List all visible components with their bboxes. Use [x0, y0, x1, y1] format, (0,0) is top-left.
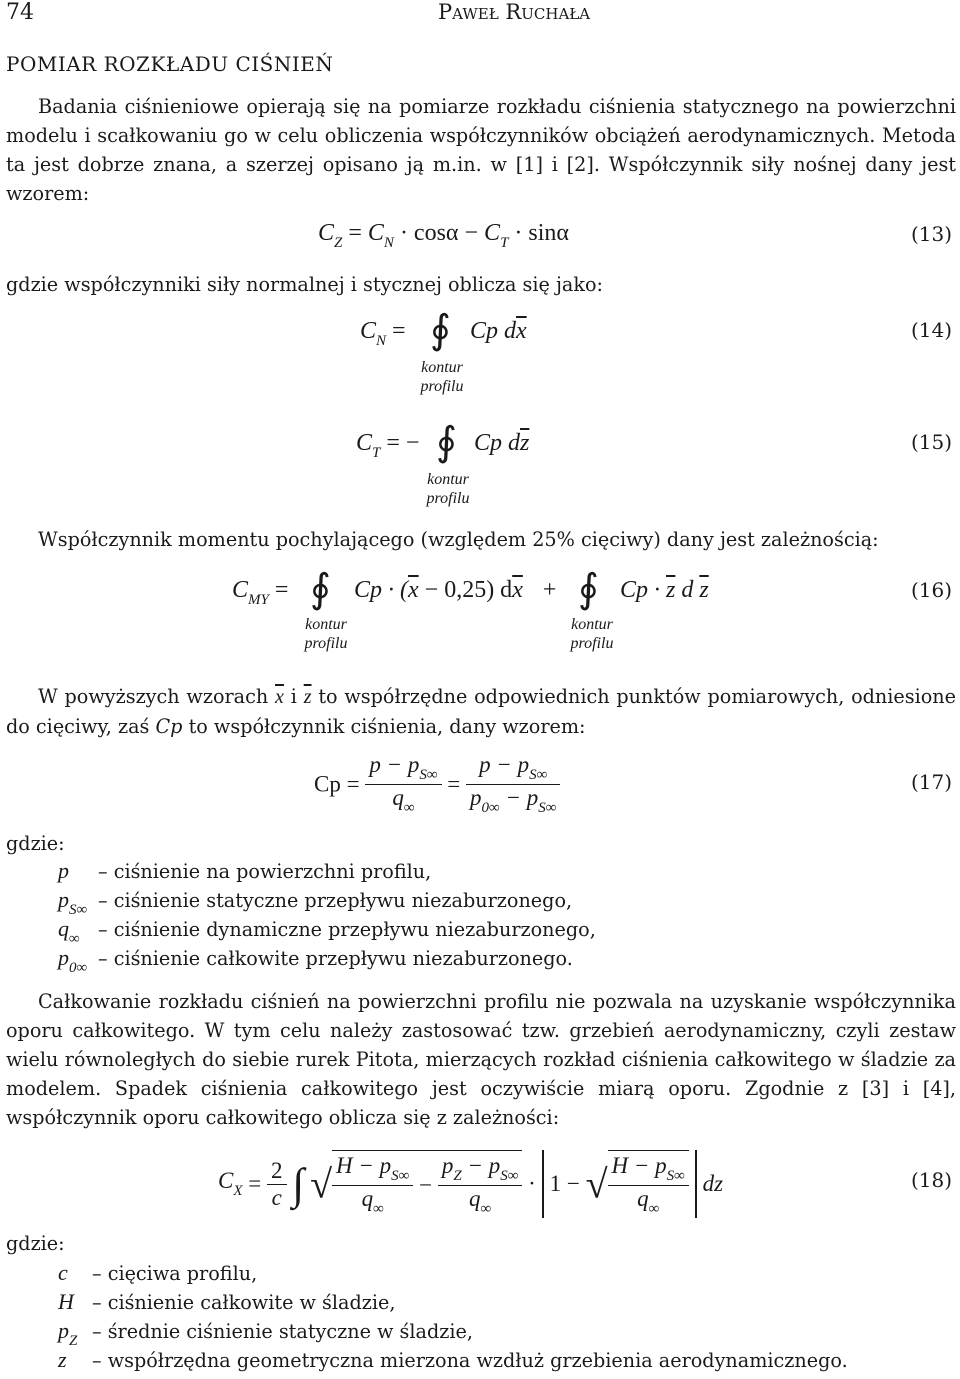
- integral-domain-label: kontur profilu: [420, 359, 464, 395]
- equation-14-lhs: $C_N$ =: [360, 318, 406, 349]
- gdzie-label-2: gdzie:: [6, 1232, 65, 1255]
- equation-number-15: (15): [910, 430, 952, 454]
- equation-14-integrand: Cp $d\overline{x}$: [470, 318, 527, 344]
- paragraph-moment: Współczynnik momentu pochylającego (względem 25% cięciwy) dany jest zależnością:: [38, 528, 879, 551]
- equation-number-16: (16): [910, 578, 952, 602]
- gdzie-label-1: gdzie:: [6, 832, 65, 855]
- equation-13: $C_Z = C_N \cdot \cos\alpha - C_T \cdot \sin\alpha$: [318, 220, 569, 251]
- def-text: – cięciwa profilu,: [92, 1262, 258, 1285]
- section-title: POMIAR ROZKŁADU CIŚNIEŃ: [6, 52, 334, 76]
- paragraph-coordinates: W powyższych wzorach $\overline{x}$ i $\overline{z}$ to współrzędne odpowiednich punktów pomiarowych, odniesione do cięciwy, zaś Cp to współczynnik ciśnienia, dany wzorem:: [6, 685, 957, 738]
- equation-17: Cp = $\frac{p - p_{S\infty}}{q_\infty}$ = $\frac{p - p_{S\infty}}{p_{0\infty} - p_{S\infty}}$: [314, 752, 560, 817]
- def-symbol: p: [58, 858, 69, 883]
- def-text: – ciśnienie całkowite przepływu niezaburzonego.: [98, 947, 573, 970]
- equation-16-term2: $Cp \cdot \overline{z}$ d $\overline{z}$: [620, 577, 709, 603]
- equation-number-18: (18): [910, 1168, 952, 1192]
- def-symbol: $q_\infty$: [58, 916, 80, 947]
- def-symbol: z: [58, 1347, 67, 1372]
- page-number: 74: [6, 0, 34, 25]
- equation-number-14: (14): [910, 318, 952, 342]
- def-symbol: H: [58, 1289, 74, 1314]
- symbol-z-bar: $\overline{z}$: [303, 686, 312, 708]
- def-symbol: c: [58, 1260, 68, 1285]
- def-text: – współrzędna geometryczna mierzona wzdłuż grzebienia aerodynamicznego.: [92, 1349, 848, 1372]
- contour-integral-icon: ∮: [578, 566, 599, 612]
- equation-number-17: (17): [910, 770, 952, 794]
- integral-domain-label: kontur profilu: [426, 471, 470, 507]
- def-text: – ciśnienie dynamiczne przepływu niezaburzonego,: [98, 918, 596, 941]
- def-text: – ciśnienie statyczne przepływu niezaburzonego,: [98, 889, 573, 912]
- integral-domain-label: kontur profilu: [304, 616, 348, 652]
- symbol-x-bar: $\overline{x}$: [275, 686, 284, 708]
- equation-15-integrand: Cp $d\overline{z}$: [474, 430, 530, 456]
- integral-icon: ∫: [292, 1159, 305, 1209]
- equation-number-13: (13): [910, 222, 952, 246]
- def-text: – ciśnienie całkowite w śladzie,: [92, 1291, 396, 1314]
- contour-integral-icon: ∮: [436, 419, 457, 465]
- def-symbol: $p_Z$: [58, 1318, 78, 1349]
- contour-integral-icon: ∮: [310, 566, 331, 612]
- def-symbol: $p_{0\infty}$: [58, 945, 88, 976]
- def-text: – średnie ciśnienie statyczne w śladzie,: [92, 1320, 473, 1343]
- equation-15-lhs: $C_T$ = −: [356, 430, 420, 461]
- def-symbol: $p_{S\infty}$: [58, 887, 88, 918]
- paragraph-drag: Całkowanie rozkładu ciśnień na powierzchni profilu nie pozwala na uzyskanie współczynnika oporu całkowitego. W tym celu należy zastosować tzw. grzebień aerodynamiczny, czyli zestaw wielu równoległych do siebie rurek Pitota, mierzących rozkład ciśnienia całkowitego w śladzie za modelem. Spadek ciśnienia całkowitego jest oczywiście miarą oporu. Zgodnie z [3] i [4], współczynnik oporu całkowitego oblicza się z zależności:: [6, 990, 956, 1129]
- equation-18: $C_X$ = $\frac{2}{c}$ ∫ √ $\frac{H - p_{S\infty}}{q_\infty}$ − $\frac{p_Z - p_{S\infty}}{q_\infty}$ · 1 − √ $\frac{H - p_{S\infty}}{q_\infty}$ dz: [218, 1150, 723, 1218]
- integral-domain-label: kontur profilu: [570, 616, 614, 652]
- paragraph-normal-tangent: gdzie współczynniki siły normalnej i stycznej oblicza się jako:: [6, 273, 603, 296]
- running-head: Paweł Ruchała: [438, 0, 591, 24]
- equation-16-term1: $Cp \cdot (\overline{x} - 0,25) d\overline{x}$ +: [354, 577, 557, 603]
- paragraph-intro: Badania ciśnieniowe opierają się na pomiarze rozkładu ciśnienia statycznego na powierzchni modelu i scałkowaniu go w celu obliczenia współczynników obciążeń aerodynamicznych. Metoda ta jest dobrze znana, a szerzej opisano ją m.in. w [1] i [2]. Współczynnik siły nośnej dany jest wzorem:: [6, 95, 956, 205]
- def-text: – ciśnienie na powierzchni profilu,: [98, 860, 432, 883]
- contour-integral-icon: ∮: [430, 307, 451, 353]
- equation-16-lhs: $C_{MY}$ =: [232, 577, 289, 608]
